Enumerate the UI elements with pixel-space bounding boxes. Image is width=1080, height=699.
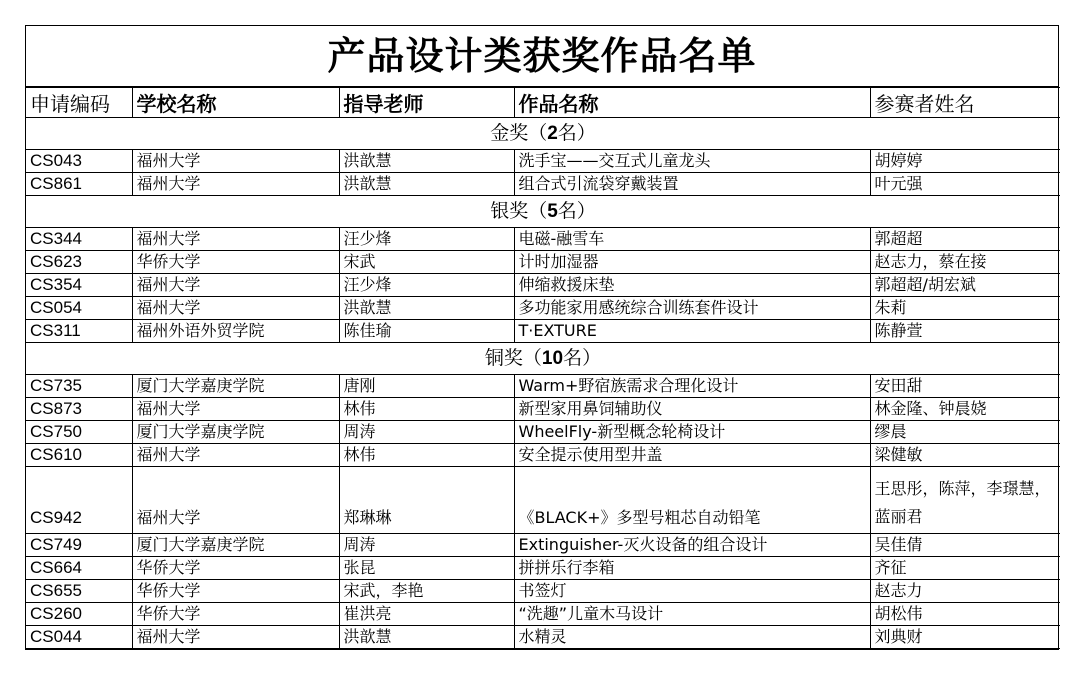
cell-school: 华侨大学 (132, 251, 339, 274)
cell-participants: 胡婷婷 (870, 150, 1060, 173)
section-title (26, 196, 1060, 228)
cell-code: CS610 (26, 444, 132, 467)
cell-code: CS749 (26, 534, 132, 557)
cell-school: 华侨大学 (132, 580, 339, 603)
table-row (26, 467, 1060, 534)
cell-school: 华侨大学 (132, 603, 339, 626)
cell-advisor: 陈佳瑜 (339, 320, 514, 343)
page-title: 产品设计类获奖作品名单 (26, 26, 1058, 87)
table-row (26, 421, 1060, 444)
cell-participants: 胡松伟 (870, 603, 1060, 626)
cell-participants: 吴佳倩 (870, 534, 1060, 557)
cell-participants: 赵志力 (870, 580, 1060, 603)
cell-school: 福州大学 (132, 398, 339, 421)
table-row (26, 228, 1060, 251)
header-cell-school: 学校名称 (132, 88, 339, 118)
award-table-body (26, 118, 1060, 649)
cell-work: 电磁-融雪车 (514, 228, 870, 251)
table-row (26, 603, 1060, 626)
table-row (26, 375, 1060, 398)
header-cell-advisor: 指导老师 (339, 88, 514, 118)
cell-advisor: 洪歆慧 (339, 173, 514, 196)
cell-school: 福州大学 (132, 228, 339, 251)
cell-code: CS873 (26, 398, 132, 421)
cell-participants: 林金隆、钟晨娆 (870, 398, 1060, 421)
cell-school: 福州大学 (132, 626, 339, 649)
cell-code: CS861 (26, 173, 132, 196)
cell-participants: 刘典财 (870, 626, 1060, 649)
cell-school: 福州大学 (132, 297, 339, 320)
cell-code: CS044 (26, 626, 132, 649)
cell-code: CS942 (26, 467, 132, 534)
table-row (26, 534, 1060, 557)
cell-code: CS655 (26, 580, 132, 603)
cell-advisor: 汪少烽 (339, 228, 514, 251)
cell-work: WheelFly-新型概念轮椅设计 (514, 421, 870, 444)
table-row (26, 557, 1060, 580)
header-row (26, 88, 1060, 118)
cell-advisor: 林伟 (339, 398, 514, 421)
section-award-count: 2 (547, 123, 558, 144)
cell-work: 书签灯 (514, 580, 870, 603)
award-list-sheet (25, 25, 1059, 650)
cell-participants: 赵志力，蔡在接 (870, 251, 1060, 274)
cell-school: 福州外语外贸学院 (132, 320, 339, 343)
cell-work: 安全提示使用型井盖 (514, 444, 870, 467)
table-row (26, 274, 1060, 297)
cell-code: CS735 (26, 375, 132, 398)
cell-school: 厦门大学嘉庚学院 (132, 534, 339, 557)
header-cell-work: 作品名称 (514, 88, 870, 118)
section-header-row (26, 118, 1060, 150)
cell-participants: 安田甜 (870, 375, 1060, 398)
cell-work: 伸缩救援床垫 (514, 274, 870, 297)
section-title (26, 343, 1060, 375)
cell-participants: 王思彤，陈萍，李璟慧，蓝丽君 (870, 467, 1060, 534)
cell-participants: 齐征 (870, 557, 1060, 580)
table-row (26, 251, 1060, 274)
cell-code: CS664 (26, 557, 132, 580)
cell-advisor: 洪歆慧 (339, 626, 514, 649)
section-title-prefix: 金奖（ (490, 122, 548, 144)
table-row (26, 173, 1060, 196)
section-title-suffix: 名） (563, 347, 602, 369)
table-row (26, 444, 1060, 467)
section-title-prefix: 银奖（ (490, 200, 548, 222)
cell-work: 组合式引流袋穿戴装置 (514, 173, 870, 196)
cell-work: Warm+野宿族需求合理化设计 (514, 375, 870, 398)
cell-code: CS344 (26, 228, 132, 251)
cell-school: 福州大学 (132, 444, 339, 467)
section-header-row (26, 343, 1060, 375)
table-row (26, 626, 1060, 649)
cell-advisor: 宋武 (339, 251, 514, 274)
cell-code: CS311 (26, 320, 132, 343)
table-row (26, 580, 1060, 603)
cell-participants: 朱莉 (870, 297, 1060, 320)
header-cell-participants: 参赛者姓名 (870, 88, 1060, 118)
cell-school: 福州大学 (132, 173, 339, 196)
cell-work: 多功能家用感统综合训练套件设计 (514, 297, 870, 320)
cell-work: 水精灵 (514, 626, 870, 649)
header-cell-code: 申请编码 (26, 88, 132, 118)
section-title-prefix: 铜奖（ (484, 347, 542, 369)
cell-code: CS054 (26, 297, 132, 320)
table-row (26, 398, 1060, 421)
cell-code: CS260 (26, 603, 132, 626)
cell-code: CS354 (26, 274, 132, 297)
cell-work: “洗趣”儿童木马设计 (514, 603, 870, 626)
cell-school: 厦门大学嘉庚学院 (132, 375, 339, 398)
cell-advisor: 汪少烽 (339, 274, 514, 297)
cell-code: CS750 (26, 421, 132, 444)
cell-work: Extinguisher-灭火设备的组合设计 (514, 534, 870, 557)
cell-school: 厦门大学嘉庚学院 (132, 421, 339, 444)
cell-work: 拼拼乐行李箱 (514, 557, 870, 580)
cell-code: CS043 (26, 150, 132, 173)
cell-advisor: 张昆 (339, 557, 514, 580)
section-header-row (26, 196, 1060, 228)
cell-work: 计时加湿器 (514, 251, 870, 274)
cell-participants: 缪晨 (870, 421, 1060, 444)
table-row (26, 297, 1060, 320)
cell-advisor: 周涛 (339, 421, 514, 444)
cell-school: 福州大学 (132, 274, 339, 297)
cell-advisor: 郑琳琳 (339, 467, 514, 534)
cell-advisor: 林伟 (339, 444, 514, 467)
cell-advisor: 洪歆慧 (339, 150, 514, 173)
cell-work: T·EXTURE (514, 320, 870, 343)
table-row (26, 150, 1060, 173)
cell-participants: 梁健敏 (870, 444, 1060, 467)
section-award-count: 5 (547, 201, 558, 222)
cell-work: 新型家用鼻饲辅助仪 (514, 398, 870, 421)
cell-participants: 郭超超 (870, 228, 1060, 251)
cell-code: CS623 (26, 251, 132, 274)
section-title (26, 118, 1060, 150)
cell-participants: 郭超超/胡宏斌 (870, 274, 1060, 297)
section-title-suffix: 名） (557, 122, 596, 144)
cell-school: 华侨大学 (132, 557, 339, 580)
section-award-count: 10 (541, 348, 564, 369)
table-row (26, 320, 1060, 343)
cell-school: 福州大学 (132, 150, 339, 173)
award-table (26, 87, 1060, 649)
cell-advisor: 洪歆慧 (339, 297, 514, 320)
cell-school: 福州大学 (132, 467, 339, 534)
cell-work: 《BLACK+》多型号粗芯自动铅笔 (514, 467, 870, 534)
cell-work: 洗手宝——交互式儿童龙头 (514, 150, 870, 173)
cell-advisor: 唐刚 (339, 375, 514, 398)
cell-advisor: 周涛 (339, 534, 514, 557)
section-title-suffix: 名） (557, 200, 596, 222)
cell-participants: 叶元强 (870, 173, 1060, 196)
cell-advisor: 宋武，李艳 (339, 580, 514, 603)
cell-advisor: 崔洪亮 (339, 603, 514, 626)
cell-participants: 陈静萱 (870, 320, 1060, 343)
